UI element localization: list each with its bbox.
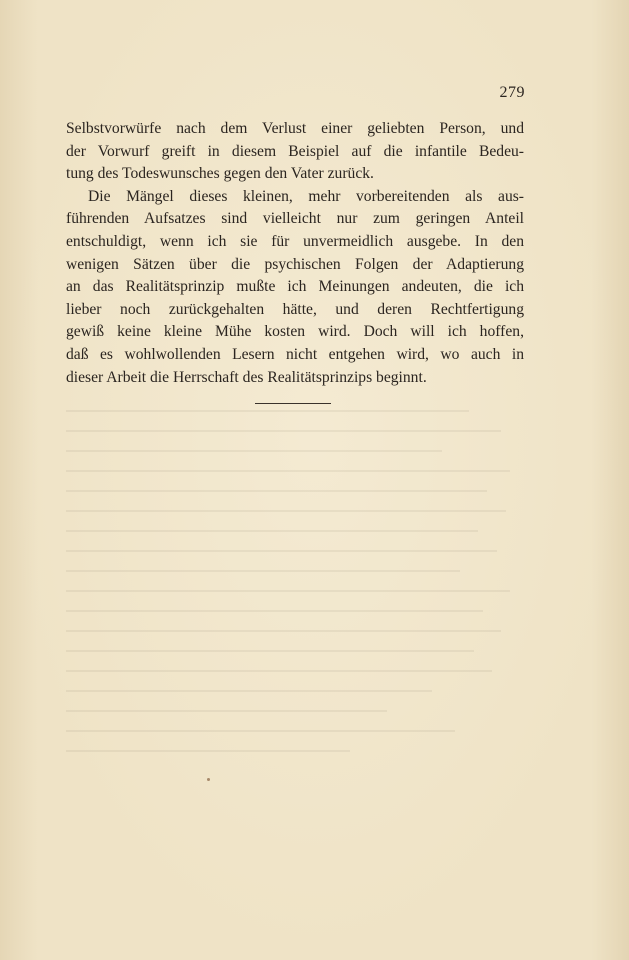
text-line: daß es wohlwollenden Lesern nicht entgehen wird, wo auch in (66, 345, 524, 363)
text-line: gewiß keine kleine Mühe kosten wird. Doch will ich hoffen, (66, 323, 524, 341)
section-divider (255, 403, 331, 404)
text-line: wenigen Sätzen über die psychischen Folgen der Adaptierung (66, 255, 524, 273)
text-line: Selbstvorwürfe nach dem Verlust einer geliebten Person, und (66, 120, 524, 137)
paragraph-1 (66, 118, 524, 186)
text-line: Die Mängel dieses kleinen, mehr vorbereitenden als aus- (88, 187, 524, 205)
text-line: der Vorwurf greift in diesem Beispiel auf die infantile Bedeu- (66, 142, 524, 160)
body-text (66, 118, 524, 389)
text-line: an das Realitätsprinzip mußte ich Meinungen andeuten, die ich (66, 278, 524, 296)
paragraph-2 (66, 186, 524, 389)
text-line: dieser Arbeit die Herrschaft des Realitätsprinzips beginnt. (66, 368, 427, 386)
page-number: 279 (499, 84, 525, 101)
paper-speck (207, 778, 210, 781)
text-line: führenden Aufsatzes sind vielleicht nur zum geringen Anteil (66, 210, 524, 228)
text-line: lieber noch zurückgehalten hätte, und deren Rechtfertigung (66, 300, 524, 318)
text-line: tung des Todeswunsches gegen den Vater zurück. (66, 165, 374, 183)
text-line: entschuldigt, wenn ich sie für unvermeidlich ausgebe. In den (66, 232, 524, 250)
show-through-texture (66, 410, 524, 850)
